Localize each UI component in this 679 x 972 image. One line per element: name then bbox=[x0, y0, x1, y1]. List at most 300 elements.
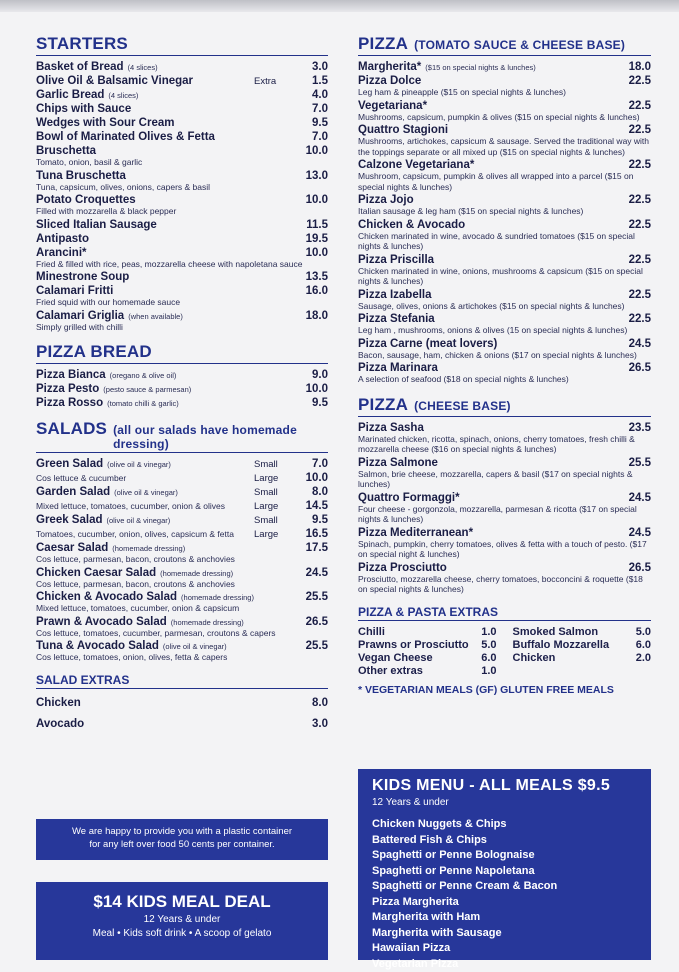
menu-item-price: 9.5 bbox=[300, 514, 328, 526]
menu-item-name: Pizza Mediterranean* bbox=[358, 527, 473, 539]
kids-menu-item: Margherita with Ham bbox=[372, 910, 637, 926]
starters-heading: STARTERS bbox=[36, 34, 328, 56]
menu-item-name: Margherita* bbox=[358, 61, 421, 73]
menu-item bbox=[36, 310, 328, 333]
menu-item bbox=[358, 75, 651, 98]
menu-item-name: Pizza Rosso bbox=[36, 397, 103, 409]
menu-item-price: 26.5 bbox=[623, 362, 651, 374]
menu-item-description: Mixed lettuce, tomatoes, cucumber, onion & capsicum bbox=[36, 603, 328, 614]
menu-item-name: Avocado bbox=[36, 715, 84, 734]
menu-item-price: 22.5 bbox=[623, 254, 651, 266]
extra-row bbox=[358, 639, 497, 651]
menu-item bbox=[36, 591, 328, 614]
menu-item-size: Small bbox=[254, 459, 300, 470]
extra-name: Other extras bbox=[358, 665, 423, 677]
extra-row bbox=[513, 652, 652, 664]
menu-item-row bbox=[358, 492, 651, 504]
menu-item-name: Tuna Bruschetta bbox=[36, 170, 126, 182]
menu-item-price: 23.5 bbox=[623, 422, 651, 434]
menu-item-price: 9.5 bbox=[300, 117, 328, 129]
vegetarian-note: * VEGETARIAN MEALS (GF) GLUTEN FREE MEALS bbox=[358, 684, 651, 696]
menu-item-price: 22.5 bbox=[623, 289, 651, 301]
extra-name: Smoked Salmon bbox=[513, 626, 599, 638]
menu-item-description: Filled with mozzarella & black pepper bbox=[36, 206, 328, 217]
left-column bbox=[36, 34, 328, 744]
menu-item bbox=[36, 194, 328, 217]
menu-item-description: Tomato, onion, basil & garlic bbox=[36, 157, 328, 168]
menu-item bbox=[358, 492, 651, 525]
menu-item-name: Pizza Salmone bbox=[358, 457, 438, 469]
menu-item-row bbox=[36, 472, 328, 484]
menu-item-description: Tomatoes, cucumber, onion, olives, capsicum & fetta bbox=[36, 529, 234, 540]
extras-grid bbox=[358, 626, 651, 678]
menu-item-row bbox=[36, 170, 328, 182]
menu-item-description: Cos lettuce, tomatoes, onion, olives, fetta & capers bbox=[36, 652, 328, 663]
menu-item-name: Pizza Bianca bbox=[36, 369, 106, 381]
menu-item-row bbox=[36, 117, 328, 129]
menu-item-price: 3.0 bbox=[300, 61, 328, 73]
pizza-cheese-title: PIZZA bbox=[358, 395, 408, 415]
menu-item-name: Calamari Griglia bbox=[36, 310, 124, 322]
menu-item-note: (homemade dressing) bbox=[181, 593, 254, 602]
menu-item-description: Leg ham & pineapple ($15 on special nights & lunches) bbox=[358, 87, 651, 98]
menu-item-row bbox=[36, 528, 328, 540]
menu-item-row bbox=[36, 233, 328, 245]
menu-item bbox=[36, 486, 328, 498]
menu-item-note: ($15 on special nights & lunches) bbox=[425, 63, 535, 72]
menu-item-row bbox=[36, 89, 328, 101]
menu-item-description: Salmon, brie cheese, mozzarella, capers & basil ($17 on special nights & lunches) bbox=[358, 469, 651, 490]
menu-item-row bbox=[36, 131, 328, 143]
salads-list bbox=[36, 458, 328, 663]
menu-item-price: 13.0 bbox=[300, 170, 328, 182]
menu-item bbox=[36, 542, 328, 565]
menu-item-name: Wedges with Sour Cream bbox=[36, 117, 174, 129]
menu-item-description: Leg ham , mushrooms, onions & olives (15 on special nights & lunches) bbox=[358, 325, 651, 336]
menu-item bbox=[358, 254, 651, 287]
menu-item-price: 10.0 bbox=[300, 247, 328, 259]
menu-item-row bbox=[358, 422, 651, 434]
pizza-bread-list bbox=[36, 369, 328, 409]
menu-item-price: 25.5 bbox=[623, 457, 651, 469]
menu-item-row bbox=[358, 562, 651, 574]
menu-item-row bbox=[36, 500, 328, 512]
menu-item-price: 10.0 bbox=[300, 194, 328, 206]
menu-item-price: 24.5 bbox=[300, 567, 328, 579]
menu-item-name: Minestrone Soup bbox=[36, 271, 129, 283]
menu-item bbox=[36, 567, 328, 590]
pizza-tomato-subtitle: (TOMATO SAUCE & CHEESE BASE) bbox=[414, 38, 625, 52]
menu-item-description: Cos lettuce, tomatoes, cucumber, parmesan, croutons & capers bbox=[36, 628, 328, 639]
kids-menu-title: KIDS MENU - ALL MEALS $9.5 bbox=[372, 777, 637, 795]
salad-extras-heading: SALAD EXTRAS bbox=[36, 673, 328, 689]
menu-item-row bbox=[36, 61, 328, 73]
menu-item-row bbox=[36, 383, 328, 395]
kids-menu-item: Vegetarian Pizza bbox=[372, 957, 637, 972]
menu-item-description: Marinated chicken, ricotta, spinach, onions, cherry tomatoes, fresh chilli & mozzarella cheese ($16 on special nights & lunches) bbox=[358, 434, 651, 455]
menu-item-description: Tuna, capsicum, olives, onions, capers & basil bbox=[36, 182, 328, 193]
menu-item-name: Garlic Bread bbox=[36, 89, 104, 101]
menu-item-description: Cos lettuce, parmesan, bacon, croutons & anchovies bbox=[36, 554, 328, 565]
extra-row bbox=[358, 626, 497, 638]
menu-item-row bbox=[36, 542, 328, 554]
salad-extras-list bbox=[36, 694, 328, 734]
menu-item-size: Large bbox=[254, 501, 300, 512]
menu-item-name: Olive Oil & Balsamic Vinegar bbox=[36, 75, 193, 87]
extras-col1 bbox=[358, 626, 497, 678]
menu-item bbox=[358, 194, 651, 217]
menu-item-row bbox=[358, 159, 651, 171]
kids-deal-line: Meal • Kids soft drink • A scoop of gelato bbox=[36, 928, 328, 939]
menu-item-name: Chips with Sauce bbox=[36, 103, 131, 115]
menu-item bbox=[358, 219, 651, 252]
menu-item-price: 22.5 bbox=[623, 194, 651, 206]
extra-price: 5.0 bbox=[636, 626, 651, 638]
extra-price: 5.0 bbox=[481, 639, 496, 651]
menu-item-name: Potato Croquettes bbox=[36, 194, 136, 206]
pizza-tomato-section bbox=[358, 34, 651, 385]
menu-item-row bbox=[36, 247, 328, 259]
menu-item-description: Fried & filled with rice, peas, mozzarella cheese with napoletana sauce bbox=[36, 259, 328, 270]
extra-row bbox=[358, 665, 497, 677]
menu-item-row bbox=[36, 397, 328, 409]
menu-item-note: (olive oil & vinegar) bbox=[107, 460, 171, 469]
menu-item bbox=[358, 562, 651, 595]
menu-item-name: Chicken & Avocado bbox=[358, 219, 465, 231]
kids-menu-box bbox=[358, 769, 651, 960]
menu-item-description: Simply grilled with chilli bbox=[36, 322, 328, 333]
menu-item bbox=[36, 145, 328, 168]
menu-item-price: 22.5 bbox=[623, 159, 651, 171]
menu-item-price: 3.0 bbox=[300, 715, 328, 734]
menu-item-note: (4 slices) bbox=[128, 63, 158, 72]
menu-item-price: 13.5 bbox=[300, 271, 328, 283]
menu-item-price: 19.5 bbox=[300, 233, 328, 245]
menu-item-description: Mixed lettuce, tomatoes, cucumber, onion & olives bbox=[36, 501, 225, 512]
menu-item-price: 9.5 bbox=[300, 397, 328, 409]
menu-item bbox=[358, 61, 651, 73]
menu-item bbox=[36, 383, 328, 395]
menu-item-row bbox=[36, 458, 328, 470]
kids-deal-subtitle: 12 Years & under bbox=[36, 914, 328, 925]
pizza-tomato-heading bbox=[358, 34, 651, 56]
menu-item-row bbox=[36, 715, 328, 734]
pizza-cheese-subtitle: (CHEESE BASE) bbox=[414, 399, 511, 413]
menu-item-price: 22.5 bbox=[623, 75, 651, 87]
menu-item-price: 9.0 bbox=[300, 369, 328, 381]
menu-item-price: 16.0 bbox=[300, 285, 328, 297]
menu-item-price: 14.5 bbox=[300, 500, 328, 512]
menu-item bbox=[358, 527, 651, 560]
menu-item-size: Small bbox=[254, 515, 300, 526]
pizza-cheese-section bbox=[358, 395, 651, 595]
page-top-edge bbox=[0, 0, 679, 12]
menu-item-row bbox=[36, 194, 328, 206]
extras-col2 bbox=[513, 626, 652, 678]
kids-menu-item: Spaghetti or Penne Napoletana bbox=[372, 864, 637, 880]
menu-item-row bbox=[36, 310, 328, 322]
salads-subtitle: (all our salads have homemade dressing) bbox=[113, 423, 328, 451]
menu-item-price: 26.5 bbox=[623, 562, 651, 574]
menu-item-description: Sausage, olives, onions & artichokes ($15 on special nights & lunches) bbox=[358, 301, 651, 312]
menu-item-price: 18.0 bbox=[623, 61, 651, 73]
menu-item-name: Garden Salad bbox=[36, 486, 110, 498]
menu-item-row bbox=[36, 145, 328, 157]
menu-item bbox=[358, 457, 651, 490]
menu-item-row bbox=[358, 124, 651, 136]
menu-item-name: Bruschetta bbox=[36, 145, 96, 157]
menu-item-price: 22.5 bbox=[623, 219, 651, 231]
menu-item bbox=[36, 75, 328, 87]
menu-item bbox=[358, 422, 651, 455]
menu-item-row bbox=[36, 591, 328, 603]
menu-item-note: (4 slices) bbox=[108, 91, 138, 100]
menu-item-name: Sliced Italian Sausage bbox=[36, 219, 157, 231]
menu-item-name: Pizza Carne (meat lovers) bbox=[358, 338, 497, 350]
menu-item-note: (olive oil & vinegar) bbox=[114, 488, 178, 497]
menu-item-row bbox=[36, 694, 328, 713]
extra-price: 6.0 bbox=[481, 652, 496, 664]
menu-item-price: 25.5 bbox=[300, 591, 328, 603]
menu-item-price: 8.0 bbox=[300, 486, 328, 498]
menu-item-row bbox=[358, 254, 651, 266]
menu-item-price: 10.0 bbox=[300, 145, 328, 157]
menu-item-description: Mushrooms, capsicum, pumpkin & olives ($15 on special nights & lunches) bbox=[358, 112, 651, 123]
menu-item bbox=[358, 338, 651, 361]
menu-item-name: Chicken bbox=[36, 694, 81, 713]
menu-item bbox=[36, 247, 328, 270]
menu-item bbox=[36, 219, 328, 231]
container-note-line2: for any left over food 50 cents per container. bbox=[36, 838, 328, 851]
menu-item bbox=[36, 103, 328, 115]
menu-item-note: (when available) bbox=[128, 312, 183, 321]
menu-item-row bbox=[36, 616, 328, 628]
menu-item-row bbox=[358, 362, 651, 374]
pizza-bread-section bbox=[36, 342, 328, 409]
menu-item bbox=[36, 285, 328, 308]
pizza-tomato-list bbox=[358, 61, 651, 385]
kids-menu-subtitle: 12 Years & under bbox=[372, 797, 637, 808]
menu-item-row bbox=[36, 103, 328, 115]
menu-item bbox=[36, 616, 328, 639]
menu-item-name: Calamari Fritti bbox=[36, 285, 113, 297]
menu-item-name: Pizza Dolce bbox=[358, 75, 421, 87]
menu-item-description: Cos lettuce, parmesan, bacon, croutons & anchovies bbox=[36, 579, 328, 590]
menu-item-description: Italian sausage & leg ham ($15 on special nights & lunches) bbox=[358, 206, 651, 217]
menu-item-price: 22.5 bbox=[623, 100, 651, 112]
menu-item bbox=[36, 640, 328, 663]
menu-item-description: Mushroom, capsicum, pumpkin & olives all wrapped into a parcel ($15 on special nights & lunches) bbox=[358, 171, 651, 192]
menu-item bbox=[36, 472, 328, 484]
menu-item bbox=[36, 117, 328, 129]
menu-item-name: Chicken & Avocado Salad bbox=[36, 591, 177, 603]
menu-item-name: Pizza Sasha bbox=[358, 422, 424, 434]
menu-item-row bbox=[36, 369, 328, 381]
salads-section bbox=[36, 419, 328, 663]
menu-item-name: Pizza Stefania bbox=[358, 313, 435, 325]
menu-item-note: (oregano & olive oil) bbox=[110, 371, 177, 380]
extra-name: Vegan Cheese bbox=[358, 652, 433, 664]
menu-item-name: Chicken Caesar Salad bbox=[36, 567, 156, 579]
menu-item-price: 1.5 bbox=[300, 75, 328, 87]
extra-name: Chilli bbox=[358, 626, 385, 638]
menu-item-price: 7.0 bbox=[300, 103, 328, 115]
menu-item bbox=[36, 271, 328, 283]
menu-item-note: (homemade dressing) bbox=[112, 544, 185, 553]
menu-item-note: (homemade dressing) bbox=[171, 618, 244, 627]
menu-item-name: Pizza Priscilla bbox=[358, 254, 434, 266]
menu-item bbox=[36, 369, 328, 381]
menu-item bbox=[36, 61, 328, 73]
extra-price: 2.0 bbox=[636, 652, 651, 664]
menu-item-price: 24.5 bbox=[623, 527, 651, 539]
kids-menu-list bbox=[372, 817, 637, 972]
extra-price: 1.0 bbox=[481, 626, 496, 638]
kids-menu-item: Spaghetti or Penne Cream & Bacon bbox=[372, 879, 637, 895]
menu-item-name: Pizza Jojo bbox=[358, 194, 414, 206]
menu-item-price: 22.5 bbox=[623, 124, 651, 136]
menu-item bbox=[36, 694, 328, 713]
menu-item bbox=[358, 100, 651, 123]
extra-price: 6.0 bbox=[636, 639, 651, 651]
extras-heading: PIZZA & PASTA EXTRAS bbox=[358, 605, 651, 621]
extra-row bbox=[513, 626, 652, 638]
menu-item-name: Quattro Stagioni bbox=[358, 124, 448, 136]
extra-name: Chicken bbox=[513, 652, 556, 664]
menu-item-description: Chicken marinated in wine, onions, mushrooms & capsicum ($15 on special nights & lunches) bbox=[358, 266, 651, 287]
menu-item-price: 8.0 bbox=[300, 694, 328, 713]
menu-item bbox=[36, 715, 328, 734]
menu-item-row bbox=[36, 285, 328, 297]
menu-item-note: (tomato chilli & garlic) bbox=[107, 399, 179, 408]
extra-row bbox=[358, 652, 497, 664]
menu-item-name: Pizza Pesto bbox=[36, 383, 99, 395]
extras-section bbox=[358, 605, 651, 696]
menu-item-row bbox=[358, 194, 651, 206]
container-note-line1: We are happy to provide you with a plastic container bbox=[36, 825, 328, 838]
menu-item-name: Quattro Formaggi* bbox=[358, 492, 460, 504]
menu-item-name: Pizza Marinara bbox=[358, 362, 438, 374]
kids-menu-item: Battered Fish & Chips bbox=[372, 833, 637, 849]
menu-item-price: 24.5 bbox=[623, 338, 651, 350]
menu-item-size: Extra bbox=[254, 76, 300, 87]
pizza-bread-heading: PIZZA BREAD bbox=[36, 342, 328, 364]
menu-item-price: 16.5 bbox=[300, 528, 328, 540]
menu-item-row bbox=[358, 61, 651, 73]
pizza-cheese-heading bbox=[358, 395, 651, 417]
menu-item-price: 26.5 bbox=[300, 616, 328, 628]
kids-menu-item: Margherita with Sausage bbox=[372, 926, 637, 942]
menu-item-description: Fried squid with our homemade sauce bbox=[36, 297, 328, 308]
menu-item-price: 7.0 bbox=[300, 458, 328, 470]
menu-item-size: Large bbox=[254, 473, 300, 484]
menu-item-row bbox=[36, 219, 328, 231]
menu-item bbox=[36, 397, 328, 409]
menu-item-name: Pizza Izabella bbox=[358, 289, 432, 301]
menu-item-name: Green Salad bbox=[36, 458, 103, 470]
menu-item-row bbox=[36, 567, 328, 579]
menu-item bbox=[358, 313, 651, 336]
menu-item bbox=[358, 362, 651, 385]
kids-menu-item: Pizza Margherita bbox=[372, 895, 637, 911]
menu-item-size: Large bbox=[254, 529, 300, 540]
menu-item-row bbox=[358, 289, 651, 301]
menu-item-name: Calzone Vegetariana* bbox=[358, 159, 474, 171]
menu-item-price: 10.0 bbox=[300, 472, 328, 484]
menu-item-price: 11.5 bbox=[300, 219, 328, 231]
kids-deal-title: $14 KIDS MEAL DEAL bbox=[36, 892, 328, 912]
extra-row bbox=[513, 639, 652, 651]
pizza-cheese-list bbox=[358, 422, 651, 595]
menu-item-name: Prawn & Avocado Salad bbox=[36, 616, 167, 628]
menu-item bbox=[36, 528, 328, 540]
salads-heading bbox=[36, 419, 328, 453]
menu-item-name: Basket of Bread bbox=[36, 61, 124, 73]
menu-item-name: Caesar Salad bbox=[36, 542, 108, 554]
kids-menu-item: Chicken Nuggets & Chips bbox=[372, 817, 637, 833]
menu-item bbox=[36, 89, 328, 101]
menu-item-row bbox=[358, 100, 651, 112]
menu-item bbox=[36, 500, 328, 512]
menu-item-price: 24.5 bbox=[623, 492, 651, 504]
menu-item-description: Mushrooms, artichokes, capsicum & sausage. Served the traditional way with the toppings separate or all mixed up ($15 on special nights & lunches) bbox=[358, 136, 651, 157]
kids-menu-item: Hawaiian Pizza bbox=[372, 941, 637, 957]
menu-item-note: (olive oil & vinegar) bbox=[106, 516, 170, 525]
menu-item-row bbox=[358, 313, 651, 325]
salad-extras-section bbox=[36, 673, 328, 734]
menu-item-price: 4.0 bbox=[300, 89, 328, 101]
menu-item-note: (pesto sauce & parmesan) bbox=[103, 385, 191, 394]
menu-item-description: Four cheese - gorgonzola, mozzarella, parmesan & ricotta ($17 on special nights & lunches) bbox=[358, 504, 651, 525]
menu-item-name: Pizza Prosciutto bbox=[358, 562, 447, 574]
menu-item bbox=[358, 289, 651, 312]
extra-name: Prawns or Prosciutto bbox=[358, 639, 469, 651]
menu-item-row bbox=[358, 75, 651, 87]
menu-item-size: Small bbox=[254, 487, 300, 498]
menu-item bbox=[36, 514, 328, 526]
menu-item bbox=[358, 159, 651, 192]
menu-item-row bbox=[36, 271, 328, 283]
menu-item-row bbox=[358, 457, 651, 469]
menu-item-description: Chicken marinated in wine, avocado & sundried tomatoes ($15 on special nights & lunches) bbox=[358, 231, 651, 252]
container-note-box bbox=[36, 819, 328, 860]
menu-item-name: Bowl of Marinated Olives & Fetta bbox=[36, 131, 215, 143]
menu-item-row bbox=[358, 219, 651, 231]
menu-item-name: Tuna & Avocado Salad bbox=[36, 640, 159, 652]
kids-meal-deal-box bbox=[36, 882, 328, 960]
menu-item-description: Bacon, sausage, ham, chicken & onions ($17 on special nights & lunches) bbox=[358, 350, 651, 361]
menu-item bbox=[358, 124, 651, 157]
menu-item-note: (olive oil & vinegar) bbox=[163, 642, 227, 651]
menu-item bbox=[36, 458, 328, 470]
menu-item-name: Vegetariana* bbox=[358, 100, 427, 112]
starters-section bbox=[36, 34, 328, 332]
salads-title: SALADS bbox=[36, 419, 107, 439]
menu-item-description: Prosciutto, mozzarella cheese, cherry tomatoes, bocconcini & roquette ($18 on special nights & lunches) bbox=[358, 574, 651, 595]
menu-item-row bbox=[358, 527, 651, 539]
menu-item bbox=[36, 233, 328, 245]
menu-item-price: 22.5 bbox=[623, 313, 651, 325]
menu-item-name: Greek Salad bbox=[36, 514, 102, 526]
menu-item-row bbox=[36, 514, 328, 526]
menu-item-price: 7.0 bbox=[300, 131, 328, 143]
menu-item-note: (homemade dressing) bbox=[160, 569, 233, 578]
menu-item-row bbox=[358, 338, 651, 350]
menu-item-row bbox=[36, 75, 328, 87]
menu-item-row bbox=[36, 640, 328, 652]
starters-list bbox=[36, 61, 328, 332]
menu-item-description: Spinach, pumpkin, cherry tomatoes, olives & fetta with a touch of pesto. ($17 on special night & lunches) bbox=[358, 539, 651, 560]
